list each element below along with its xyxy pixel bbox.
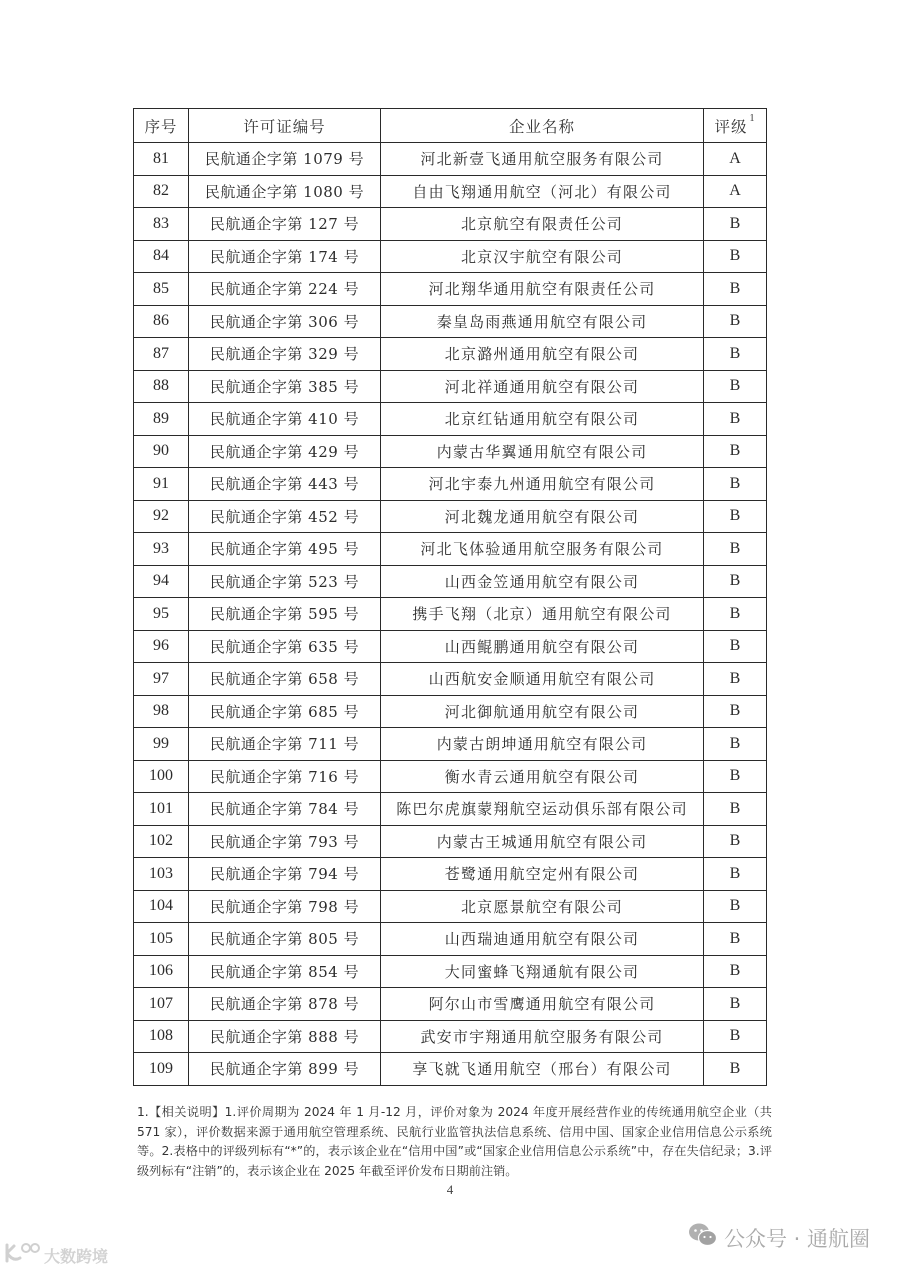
table-row (134, 793, 767, 826)
cell-grade: B (704, 305, 767, 338)
cell-company: 北京航空有限责任公司 (381, 208, 704, 241)
cell-company: 河北宇泰九州通用航空有限公司 (381, 468, 704, 501)
cell-no: 84 (134, 240, 189, 273)
cell-license: 民航通企字第 495 号 (189, 533, 381, 566)
cell-license: 民航通企字第 658 号 (189, 663, 381, 696)
table-header-row (134, 109, 767, 143)
header-license: 许可证编号 (189, 109, 381, 143)
cell-company: 河北翔华通用航空有限责任公司 (381, 273, 704, 306)
cell-no: 87 (134, 338, 189, 371)
cell-company: 衡水青云通用航空有限公司 (381, 760, 704, 793)
cell-no: 94 (134, 565, 189, 598)
cell-license: 民航通企字第 793 号 (189, 825, 381, 858)
cell-company: 山西瑞迪通用航空有限公司 (381, 923, 704, 956)
cell-no: 91 (134, 468, 189, 501)
table-row (134, 273, 767, 306)
cell-company: 阿尔山市雪鹰通用航空有限公司 (381, 988, 704, 1021)
table-row (134, 760, 767, 793)
cell-grade: B (704, 663, 767, 696)
cell-grade: B (704, 760, 767, 793)
cell-grade: B (704, 338, 767, 371)
cell-no: 96 (134, 630, 189, 663)
table-row (134, 338, 767, 371)
cell-grade: B (704, 988, 767, 1021)
cell-no: 82 (134, 175, 189, 208)
cell-license: 民航通企字第 635 号 (189, 630, 381, 663)
cell-company: 北京潞州通用航空有限公司 (381, 338, 704, 371)
cell-grade: B (704, 370, 767, 403)
cell-no: 100 (134, 760, 189, 793)
cell-grade: A (704, 175, 767, 208)
table-row (134, 825, 767, 858)
cell-no: 102 (134, 825, 189, 858)
cell-grade: B (704, 793, 767, 826)
cell-no: 99 (134, 728, 189, 761)
cell-grade: B (704, 240, 767, 273)
footnote-text: 1.【相关说明】1.评价周期为 2024 年 1 月-12 月，评价对象为 2024 年度开展经营作业的传统通用航空企业（共 571 家），评价数据来源于通用航空管理系统、民航行业监管执法信息系统、信用中国、国家企业信用信息公示系统等。2.表格中的评级列标有“*”的，表示该企业在“信用中国”或“国家企业信用信息公示系统”中，存在失信纪录；3.评级列标有“注销”的，表示该企业在 2025 年截至评价发布日期前注销。 (137, 1105, 772, 1178)
header-company: 企业名称 (381, 109, 704, 143)
cell-company: 河北御航通用航空有限公司 (381, 695, 704, 728)
table-row (134, 305, 767, 338)
cell-company: 北京愿景航空有限公司 (381, 890, 704, 923)
cell-grade: B (704, 728, 767, 761)
cell-grade: B (704, 923, 767, 956)
cell-no: 108 (134, 1020, 189, 1053)
cell-license: 民航通企字第 854 号 (189, 955, 381, 988)
cell-no: 109 (134, 1053, 189, 1086)
cell-license: 民航通企字第 410 号 (189, 403, 381, 436)
cell-license: 民航通企字第 1080 号 (189, 175, 381, 208)
cell-company: 陈巴尔虎旗蒙翔航空运动俱乐部有限公司 (381, 793, 704, 826)
cell-grade: B (704, 955, 767, 988)
cell-license: 民航通企字第 878 号 (189, 988, 381, 1021)
cell-license: 民航通企字第 306 号 (189, 305, 381, 338)
cell-company: 自由飞翔通用航空（河北）有限公司 (381, 175, 704, 208)
table-row (134, 663, 767, 696)
table-row (134, 890, 767, 923)
cell-no: 104 (134, 890, 189, 923)
cell-grade: B (704, 1053, 767, 1086)
cell-company: 山西鲲鹏通用航空有限公司 (381, 630, 704, 663)
wechat-icon (688, 1222, 718, 1253)
cell-license: 民航通企字第 174 号 (189, 240, 381, 273)
cell-license: 民航通企字第 899 号 (189, 1053, 381, 1086)
table-row (134, 923, 767, 956)
cell-grade: A (704, 143, 767, 176)
cell-company: 北京红钻通用航空有限公司 (381, 403, 704, 436)
table-row (134, 630, 767, 663)
cell-company: 河北魏龙通用航空有限公司 (381, 500, 704, 533)
cell-grade: B (704, 565, 767, 598)
cell-no: 85 (134, 273, 189, 306)
cell-grade: B (704, 533, 767, 566)
cell-grade: B (704, 695, 767, 728)
cell-company: 大同蜜蜂飞翔通航有限公司 (381, 955, 704, 988)
cell-license: 民航通企字第 685 号 (189, 695, 381, 728)
cell-company: 苍鹭通用航空定州有限公司 (381, 858, 704, 891)
page-number: 4 (446, 1182, 454, 1197)
cell-no: 98 (134, 695, 189, 728)
table-body (134, 143, 767, 1086)
cell-company: 秦皇岛雨燕通用航空有限公司 (381, 305, 704, 338)
table-row (134, 240, 767, 273)
logo-icon (4, 1242, 40, 1268)
cell-license: 民航通企字第 127 号 (189, 208, 381, 241)
cell-no: 107 (134, 988, 189, 1021)
cell-no: 101 (134, 793, 189, 826)
footnote-mark: 1 (749, 112, 756, 124)
cell-company: 山西航安金顺通用航空有限公司 (381, 663, 704, 696)
cell-grade: B (704, 1020, 767, 1053)
cell-license: 民航通企字第 716 号 (189, 760, 381, 793)
cell-license: 民航通企字第 888 号 (189, 1020, 381, 1053)
watermark-wechat (688, 1222, 870, 1253)
cell-no: 93 (134, 533, 189, 566)
table-row (134, 143, 767, 176)
cell-no: 103 (134, 858, 189, 891)
cell-no: 90 (134, 435, 189, 468)
cell-no: 92 (134, 500, 189, 533)
watermark-brand-text: 大数跨境 (44, 1246, 109, 1266)
table-row (134, 695, 767, 728)
cell-license: 民航通企字第 595 号 (189, 598, 381, 631)
cell-grade: B (704, 858, 767, 891)
cell-license: 民航通企字第 429 号 (189, 435, 381, 468)
cell-grade: B (704, 890, 767, 923)
cell-company: 河北飞体验通用航空服务有限公司 (381, 533, 704, 566)
cell-no: 106 (134, 955, 189, 988)
table-row (134, 858, 767, 891)
table-row (134, 728, 767, 761)
cell-no: 97 (134, 663, 189, 696)
table-row (134, 598, 767, 631)
header-no: 序号 (134, 109, 189, 143)
cell-company: 享飞就飞通用航空（邢台）有限公司 (381, 1053, 704, 1086)
header-grade: 评级$^1$ (704, 109, 767, 143)
cell-no: 105 (134, 923, 189, 956)
table-row (134, 370, 767, 403)
cell-license: 民航通企字第 784 号 (189, 793, 381, 826)
cell-company: 内蒙古朗坤通用航空有限公司 (381, 728, 704, 761)
table-row (134, 533, 767, 566)
cell-grade: B (704, 500, 767, 533)
cell-grade: B (704, 630, 767, 663)
cell-grade: B (704, 403, 767, 436)
cell-license: 民航通企字第 523 号 (189, 565, 381, 598)
cell-grade: B (704, 468, 767, 501)
cell-company: 内蒙古华翼通用航空有限公司 (381, 435, 704, 468)
cell-company: 携手飞翔（北京）通用航空有限公司 (381, 598, 704, 631)
watermark-brand (4, 1242, 108, 1268)
table-row (134, 500, 767, 533)
cell-license: 民航通企字第 794 号 (189, 858, 381, 891)
table-row (134, 1053, 767, 1086)
cell-company: 河北祥通通用航空有限公司 (381, 370, 704, 403)
cell-license: 民航通企字第 329 号 (189, 338, 381, 371)
cell-grade: B (704, 435, 767, 468)
cell-no: 81 (134, 143, 189, 176)
cell-company: 武安市宇翔通用航空服务有限公司 (381, 1020, 704, 1053)
table-row (134, 435, 767, 468)
cell-no: 88 (134, 370, 189, 403)
table-row (134, 208, 767, 241)
cell-license: 民航通企字第 805 号 (189, 923, 381, 956)
cell-license: 民航通企字第 452 号 (189, 500, 381, 533)
cell-company: 山西金笠通用航空有限公司 (381, 565, 704, 598)
cell-license: 民航通企字第 798 号 (189, 890, 381, 923)
cell-no: 83 (134, 208, 189, 241)
watermark-wechat-text: 公众号 · 通航圈 (723, 1226, 870, 1251)
cell-grade: B (704, 208, 767, 241)
cell-company: 内蒙古王城通用航空有限公司 (381, 825, 704, 858)
cell-grade: B (704, 598, 767, 631)
cell-no: 95 (134, 598, 189, 631)
cell-no: 89 (134, 403, 189, 436)
table-row (134, 468, 767, 501)
cell-license: 民航通企字第 1079 号 (189, 143, 381, 176)
rating-table (133, 108, 767, 1086)
cell-license: 民航通企字第 224 号 (189, 273, 381, 306)
table-row (134, 988, 767, 1021)
cell-company: 北京汉宇航空有限公司 (381, 240, 704, 273)
cell-grade: B (704, 273, 767, 306)
cell-company: 河北新壹飞通用航空服务有限公司 (381, 143, 704, 176)
cell-no: 86 (134, 305, 189, 338)
table-row (134, 175, 767, 208)
table-row (134, 565, 767, 598)
cell-license: 民航通企字第 385 号 (189, 370, 381, 403)
cell-license: 民航通企字第 711 号 (189, 728, 381, 761)
cell-license: 民航通企字第 443 号 (189, 468, 381, 501)
table-row (134, 403, 767, 436)
table-row (134, 1020, 767, 1053)
table-row (134, 955, 767, 988)
cell-grade: B (704, 825, 767, 858)
